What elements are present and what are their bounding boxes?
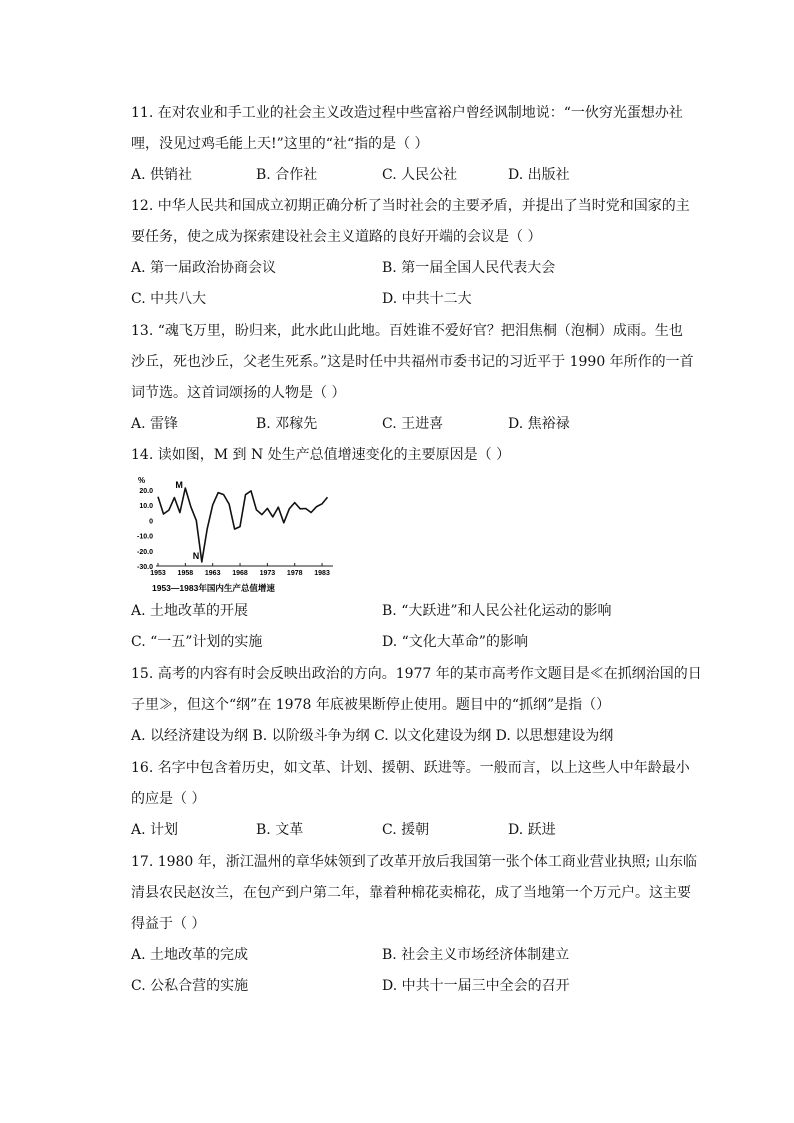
chart-series-line	[158, 488, 328, 562]
q13-option-a[interactable]: A. 雷锋	[131, 416, 179, 432]
q11-option-a[interactable]: A. 供销社	[131, 167, 193, 183]
chart-x-tick-label: 1978	[286, 570, 303, 577]
chart-x-tick-label: 1963	[204, 570, 221, 577]
q15-stem-line1: 15. 高考的内容有时会反映出政治的方向。1977 年的某市高考作文题目是≪在抓纲治国的日	[131, 666, 702, 682]
q14-stem-line1: 14. 读如图，M 到 N 处生产总值增速变化的主要原因是（ ）	[131, 447, 511, 463]
chart-title: 1953—1983年国内生产总值增速	[152, 583, 275, 593]
q11-option-b[interactable]: B. 合作社	[256, 167, 318, 183]
q11-stem-line1: 11. 在对农业和手工业的社会主义改造过程中些富裕户曾经讽制地说：“一伙穷光蛋想办社	[131, 105, 683, 121]
q12-option-b[interactable]: B. 第一届全国人民代表大会	[382, 260, 556, 276]
chart-y-tick-label: -20.0	[137, 548, 153, 556]
chart-point-label-m: M	[175, 480, 183, 491]
q15-options-line[interactable]: A. 以经济建设为纲 B. 以阶级斗争为纲 C. 以文化建设为纲 D. 以思想建设为纲	[131, 728, 614, 744]
q13-stem-line1: 13. “魂飞万里，盼归来，此水此山此地。百姓谁不爱好官？把泪焦桐（泡桐）成雨。生也	[131, 323, 683, 339]
q13-stem-line2: 沙丘，死也沙丘，父老生死系。”这是时任中共福州市委书记的习近平于 1990 年所作的一首	[131, 354, 694, 370]
chart-x-tick-label: 1973	[259, 570, 276, 577]
chart-x-tick-label: 1958	[177, 570, 194, 577]
q14-option-a[interactable]: A. 土地改革的开展	[131, 603, 249, 619]
q12-stem-line1: 12. 中华人民共和国成立初期正确分析了当时社会的主要矛盾，并提出了当时党和国家的主	[131, 198, 690, 214]
q14-option-d[interactable]: D. “文化大革命”的影响	[382, 634, 528, 650]
q14-option-c[interactable]: C. “一五”计划的实施	[131, 634, 263, 650]
chart-y-tick-label: -30.0	[137, 564, 153, 571]
q17-stem-line3: 得益于（ ）	[131, 916, 206, 932]
q17-option-d[interactable]: D. 中共十一届三中全会的召开	[382, 978, 570, 994]
q12-stem-line2: 要任务，使之成为探索建设社会主义道路的良好开端的会议是（ ）	[131, 229, 542, 245]
q11-option-c[interactable]: C. 人民公社	[382, 167, 458, 183]
chart-y-unit: %	[138, 476, 146, 485]
q12-option-c[interactable]: C. 中共八大	[131, 291, 207, 307]
q17-option-c[interactable]: C. 公私合营的实施	[131, 978, 249, 994]
q15-stem-line2: 子里≫，但这个“纲”在 1978 年底被果断停止使用。题目中的“抓纲”是指（）	[131, 697, 611, 713]
chart-x-tick-label: 1983	[314, 570, 330, 577]
chart-point-label-n: N	[192, 550, 200, 561]
q13-option-c[interactable]: C. 王进喜	[382, 416, 444, 432]
q14-option-b[interactable]: B. “大跃进”和人民公社化运动的影响	[382, 603, 612, 619]
q11-stem-line2: 哩，没见过鸡毛能上天!”这里的“社“指的是（ ）	[131, 136, 429, 152]
q16-option-c[interactable]: C. 援朝	[382, 822, 430, 838]
q12-option-d[interactable]: D. 中共十二大	[382, 291, 472, 307]
q16-option-b[interactable]: B. 文革	[256, 822, 304, 838]
q16-stem-line2: 的应是（ ）	[131, 791, 206, 807]
chart-y-tick-label: 10.0	[139, 503, 153, 511]
chart-y-tick-label: 0	[149, 518, 153, 526]
chart-y-tick-label: 20.0	[139, 488, 153, 495]
q12-option-a[interactable]: A. 第一届政治协商会议	[131, 260, 277, 276]
q11-option-d[interactable]: D. 出版社	[508, 167, 570, 183]
q17-stem-line1: 17. 1980 年，浙江温州的章华妹领到了改革开放后我国第一张个体工商业营业执照; 山东临	[131, 854, 697, 870]
q17-option-a[interactable]: A. 土地改革的完成	[131, 947, 249, 963]
q16-option-d[interactable]: D. 跃进	[508, 822, 556, 838]
chart-x-tick-label: 1953	[150, 570, 166, 577]
q16-stem-line1: 16. 名字中包含着历史，如文革、计划、援朝、跃进等。一般而言，以上这些人中年龄最小	[131, 760, 690, 776]
gdp-growth-chart	[128, 474, 343, 596]
q17-stem-line2: 清县农民赵汝兰，在包产到户第二年，靠着种棉花卖棉花，成了当地第一个万元户。这主要	[131, 885, 691, 901]
chart-x-tick-label: 1968	[232, 570, 248, 577]
q17-option-b[interactable]: B. 社会主义市场经济体制建立	[382, 947, 570, 963]
q13-option-b[interactable]: B. 邓稼先	[256, 416, 318, 432]
q13-stem-line3: 词节选。这首词颂扬的人物是（ ）	[131, 385, 346, 401]
q13-option-d[interactable]: D. 焦裕禄	[508, 416, 570, 432]
q16-option-a[interactable]: A. 计划	[131, 822, 179, 838]
chart-y-tick-label: -10.0	[137, 533, 153, 541]
